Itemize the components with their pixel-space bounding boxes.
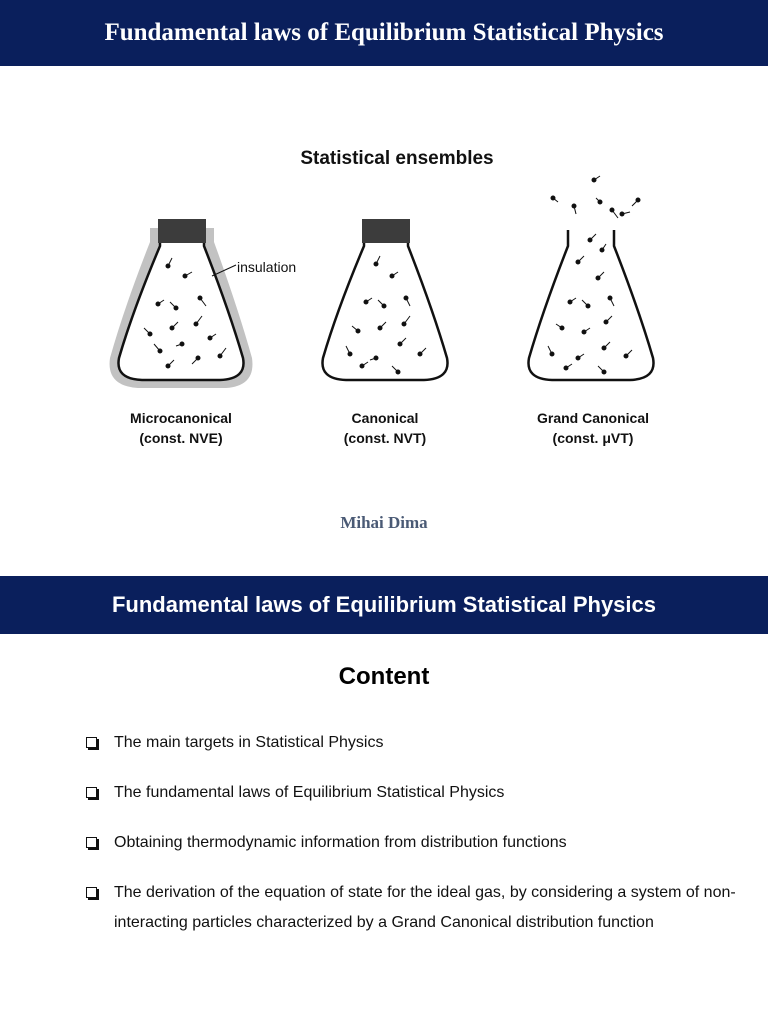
ensemble-constants-canonical: (const. NVT) <box>343 430 427 446</box>
list-item-text: Obtaining thermodynamic information from distribution functions <box>114 834 567 851</box>
checkbox-bullet-icon <box>86 837 97 848</box>
flask-stopper <box>158 219 206 243</box>
grand-canonical-flask <box>528 176 653 380</box>
checkbox-bullet-icon <box>86 787 97 798</box>
flask-stopper <box>362 219 410 243</box>
slide1-title-banner <box>0 0 768 66</box>
checkbox-bullet-icon <box>86 737 97 748</box>
flask-body <box>528 230 653 380</box>
author-name: Mihai Dima <box>340 513 428 532</box>
list-item-text: The main targets in Statistical Physics <box>114 734 384 751</box>
content-list <box>86 728 746 958</box>
canonical-flask <box>322 219 447 380</box>
figure-heading: Statistical ensembles <box>300 148 494 169</box>
microcanonical-flask <box>110 219 297 388</box>
slide1-title: Fundamental laws of Equilibrium Statistical Physics <box>104 19 664 46</box>
ensemble-constants-microcanonical: (const. NVE) <box>139 430 223 446</box>
ensemble-name-canonical: Canonical <box>351 410 419 426</box>
insulation-label: insulation <box>237 259 297 275</box>
ensemble-constants-grand-canonical: (const. μVT) <box>552 430 634 446</box>
flask-body <box>118 236 243 380</box>
slide2-title: Fundamental laws of Equilibrium Statistical Physics <box>111 592 657 617</box>
ensemble-name-grand-canonical: Grand Canonical <box>536 410 650 426</box>
slide2-title-banner <box>0 576 768 634</box>
ensembles-figure <box>0 66 768 486</box>
content-heading: Content <box>338 663 430 690</box>
ensemble-name-microcanonical: Microcanonical <box>130 410 232 426</box>
list-item <box>86 728 746 758</box>
list-item-text: The derivation of the equation of state for the ideal gas, by considering a system of non-interacting particles characterized by a Grand Canonical distribution function <box>114 884 736 931</box>
list-item-text: The fundamental laws of Equilibrium Statistical Physics <box>114 784 505 801</box>
list-item <box>86 878 746 938</box>
list-item <box>86 828 746 858</box>
list-item <box>86 778 746 808</box>
checkbox-bullet-icon <box>86 887 97 898</box>
